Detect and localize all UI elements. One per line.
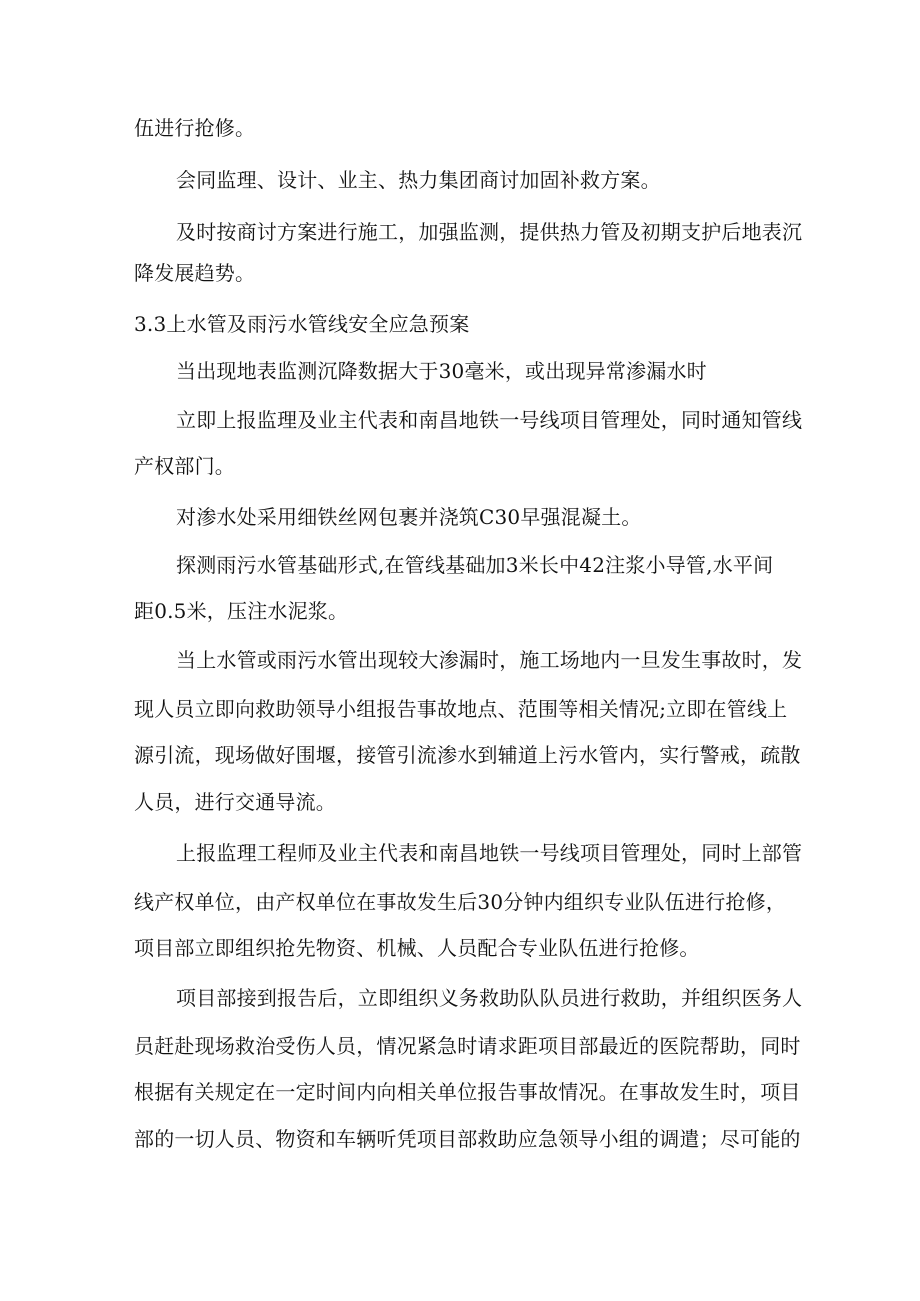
text-line-17: 线产权单位，由产权单位在事故发生后30分钟内组织专业队伍进行抢修， — [134, 890, 787, 914]
text-line-13: 现人员立即向救助领导小组报告事故地点、范围等相关情况;立即在管线上 — [134, 697, 788, 721]
text-line-22: 部的一切人员、物资和车辆听凭项目部救助应急领导小组的调遣；尽可能的 — [134, 1127, 801, 1151]
text-line-20: 员赶赴现场救治受伤人员，情况紧急时请求距项目部最近的医院帮助，同时 — [134, 1034, 801, 1058]
text-line-19: 项目部接到报告后，立即组织义务救助队队员进行救助，并组织医务人 — [176, 986, 803, 1010]
text-line-2: 会同监理、设计、业主、热力集团商讨加固补救方案。 — [176, 168, 661, 192]
text-line-15: 人员，进行交通导流。 — [134, 790, 336, 814]
text-line-3: 及时按商讨方案进行施工，加强监测，提供热力管及初期支护后地表沉 — [176, 220, 803, 244]
text-line-4: 降发展趋势。 — [134, 261, 256, 285]
text-line-6: 当出现地表监测沉降数据大于30毫米，或出现异常渗漏水时 — [176, 359, 707, 383]
text-line-12: 当上水管或雨污水管出现较大渗漏时，施工场地内一旦发生事故时，发 — [176, 648, 803, 672]
text-line-7: 立即上报监理及业主代表和南昌地铁一号线项目管理处，同时通知管线 — [176, 408, 803, 432]
text-line-21: 根据有关规定在一定时间内向相关单位报告事故情况。在事故发生时，项目 — [134, 1080, 801, 1104]
text-line-1: 伍进行抢修。 — [134, 116, 256, 140]
text-line-9: 对渗水处采用细铁丝网包裹并浇筑C30早强混凝土。 — [176, 505, 642, 529]
text-line-10: 探测雨污水管基础形式,在管线基础加3米长中42注浆小导管,水平间 — [176, 553, 774, 577]
text-line-16: 上报监理工程师及业主代表和南昌地铁一号线项目管理处，同时上部管 — [176, 841, 803, 865]
section-heading: 3.3上水管及雨污水管线安全应急预案 — [134, 312, 470, 336]
text-line-11: 距0.5米，压注水泥浆。 — [134, 599, 349, 623]
text-line-18: 项目部立即组织抢先物资、机械、人员配合专业队伍进行抢修。 — [134, 936, 700, 960]
text-line-8: 产权部门。 — [134, 454, 235, 478]
text-line-14: 源引流，现场做好围堰，接管引流渗水到辅道上污水管内，实行警戒，疏散 — [134, 743, 801, 767]
